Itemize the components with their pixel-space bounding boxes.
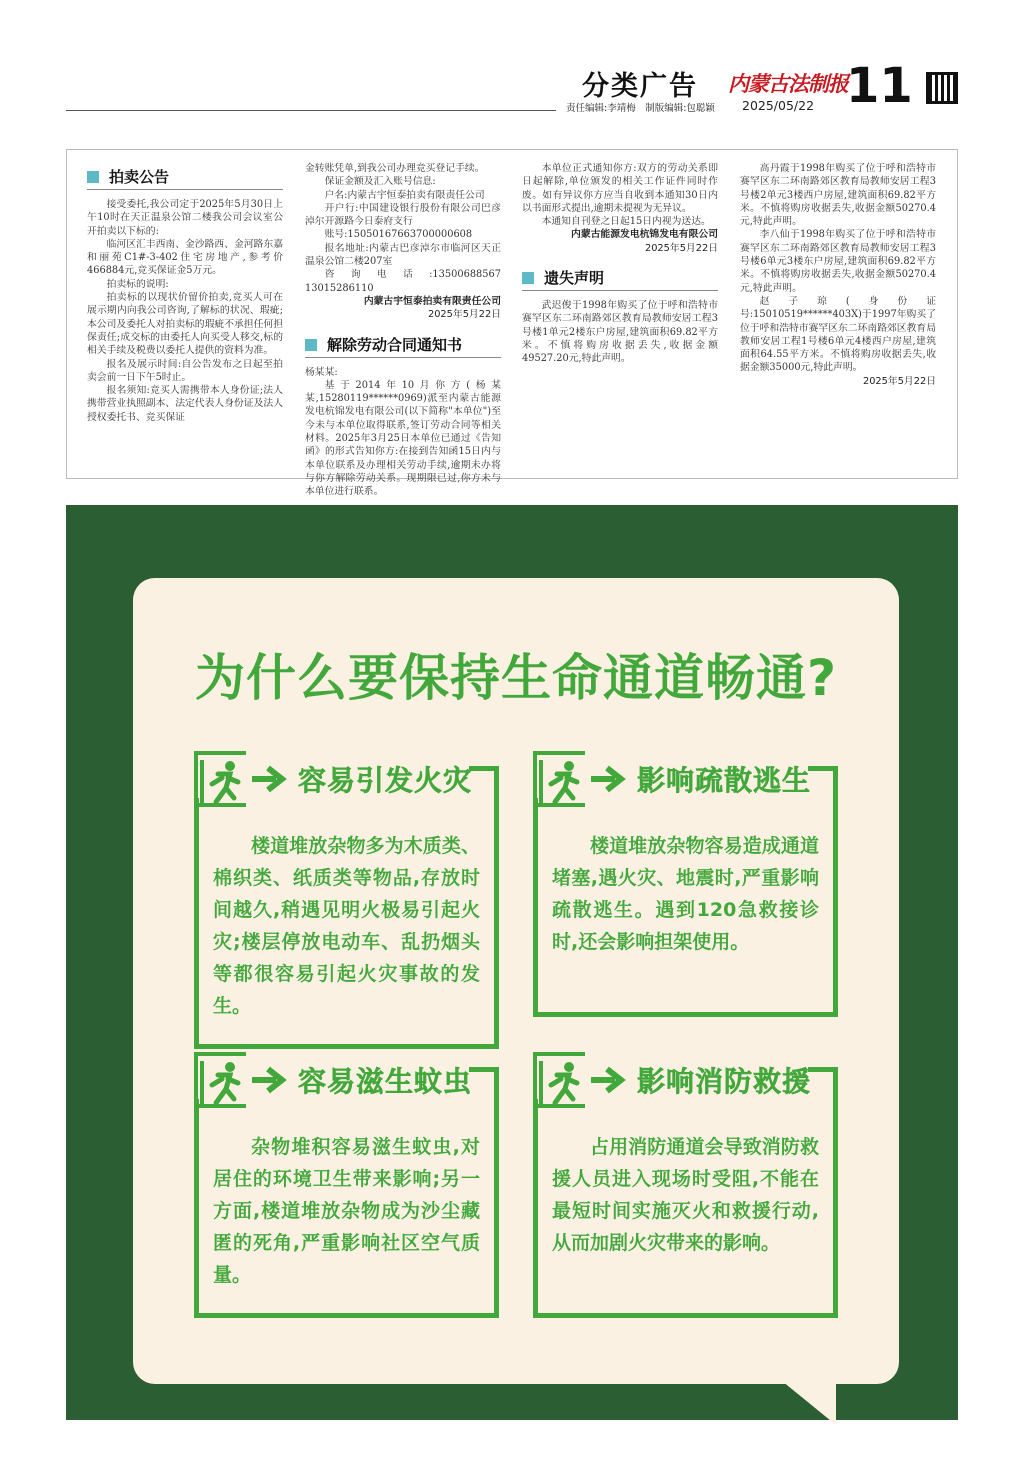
- frame-corner: [469, 766, 499, 818]
- emergency-exit-icon: [194, 751, 246, 807]
- card-body: 楼道堆放杂物容易造成通道堵塞,遇火灾、地震时,严重影响疏散逃生。遇到120急救接诊时,还会影响担架使用。: [552, 835, 819, 953]
- auction-p2: 临河区汇丰西南、金沙路西、金河路东嘉和丽苑C1#-3-402住宅房地产,参考价466884元,竞买保证金5万元。: [87, 238, 283, 277]
- frame-corner-left: [194, 1099, 199, 1119]
- termination-column: [522, 162, 718, 366]
- auction-p6: 报名须知:竞买人需携带本人身份证;法人携带营业执照副本、法定代表人身份证及法人授权委托书、竞买保证: [87, 385, 283, 423]
- auction-title: 拍卖公告: [109, 168, 170, 186]
- lost-date: 2025年5月22日: [862, 375, 936, 387]
- card-head: [194, 1050, 472, 1110]
- section-title: 分类广告: [582, 71, 698, 102]
- qr-code-icon: [926, 72, 958, 104]
- frame-corner-left: [533, 1099, 538, 1119]
- termination-heading: [305, 334, 501, 358]
- frame-corner: [808, 766, 838, 818]
- termination-title: 解除劳动合同通知书: [327, 335, 463, 354]
- arrow-right-icon: [250, 764, 290, 794]
- auction-p12: 报名地址:内蒙古巴彦淖尔市临河区天正温泉公馆二楼207室: [305, 242, 501, 268]
- card-head: [533, 749, 811, 809]
- lost-p1: 武迟俊于1998年购买了位于呼和浩特市赛罕区东二环南路郊区教育局教师安居工程3号楼1单元2楼东户房屋,建筑面积69.82平方米。不慎将购房收据丢失,收据金额49527.20元,特此声明。: [522, 300, 718, 365]
- auction-p5: 报名及展示时间:自公告发布之日起至拍卖会前一日下午5时止。: [87, 358, 283, 383]
- lost-title: 遗失声明: [544, 269, 605, 288]
- termination-p2: 本单位正式通知你方:双方的劳动关系即日起解除,单位颁发的相关工作证件同时作废。如有异议你方应当自收到本通知30日内以书面形式提出,逾期未提视为无异议。: [522, 163, 718, 214]
- card-frame: [533, 818, 838, 1017]
- termination-salute: 杨某某:: [305, 366, 338, 378]
- newspaper-logo: 内蒙古法制报: [728, 71, 848, 96]
- safety-poster: [66, 505, 958, 1420]
- square-bullet-icon: [305, 339, 317, 351]
- card-body: 杂物堆积容易滋生蚊虫,对居住的环境卫生带来影响;另一方面,楼道堆放杂物成为沙尘藏匿的死角,严重影响社区空气质量。: [213, 1136, 480, 1286]
- card-title: 容易滋生蚊虫: [298, 1065, 473, 1098]
- emergency-exit-icon: [533, 1052, 585, 1108]
- auction-p7: 金转账凭单,到我公司办理竞买登记手续。: [305, 163, 485, 174]
- auction-signature: 内蒙古宇恒泰拍卖有限责任公司: [363, 295, 501, 307]
- lost-p3: 李八仙于1998年购买了位于呼和浩特市赛罕区东二环南路郊区教育局教师安居工程3号楼6单元3楼东户房屋,建筑面积69.82平方米。不慎将购房收据丢失,收据金额50270.4元,特此声明。: [740, 229, 936, 294]
- auction-p11: 账号:15050167663700000608: [324, 229, 473, 241]
- auction-p3: 拍卖标的说明:: [106, 278, 169, 290]
- card-body: 占用消防通道会导致消防救援人员进入现场时受阻,不能在最短时间实施灭火和救援行动,从而加剧火灾带来的影响。: [552, 1136, 819, 1254]
- page-number: 11: [846, 58, 913, 114]
- issue-date: 2025/05/22: [742, 98, 815, 113]
- card-frame: [194, 1119, 499, 1318]
- arrow-right-icon: [589, 1065, 629, 1095]
- lost-heading: [522, 267, 718, 291]
- card-frame: [533, 1119, 838, 1318]
- card-body: 楼道堆放杂物多为木质类、棉织类、纸质类等物品,存放时间越久,稍遇见明火极易引起火灾;楼层停放电动车、乱扔烟头等都很容易引起火灾事故的发生。: [213, 835, 480, 1017]
- square-bullet-icon: [87, 171, 99, 183]
- editor-line: 责任编辑:李靖梅 制版编辑:包聪颖: [566, 103, 715, 114]
- frame-corner-left: [533, 798, 538, 818]
- frame-corner: [808, 1067, 838, 1119]
- auction-p9: 户名:内蒙古宇恒泰拍卖有限责任公司: [324, 189, 485, 201]
- lost-column: [740, 162, 936, 388]
- poster-title: 为什么要保持生命通道畅通?: [194, 649, 837, 707]
- arrow-right-icon: [250, 1065, 290, 1095]
- emergency-exit-icon: [194, 1052, 246, 1108]
- header-rule: [66, 110, 556, 111]
- card-frame: [194, 818, 499, 1049]
- auction-heading: [87, 166, 283, 190]
- auction-column-2: [305, 162, 511, 498]
- classified-ads-box: [66, 149, 958, 498]
- termination-p1: 基于2014年10月你方(杨某某,15280119******0969)派至内蒙古能源发电杭锦发电有限公司(以下简称"本单位")至今未与本单位取得联系,签订劳动合同等相关材料。2025年3月25日本单位已通过《告知函》的形式告知你方:在接到告知函15日内与本单位联系及办理相关劳动手续,逾期未办将与你方解除劳动关系。现期限已过,你方未与本单位进行联系。: [305, 379, 501, 498]
- auction-p1: 接受委托,我公司定于2025年5月30日上午10时在天正温泉公馆二楼我公司会议室公开拍卖以下标的:: [87, 199, 283, 237]
- emergency-exit-icon: [533, 751, 585, 807]
- auction-p4: 拍卖标的以现状价留价拍卖,竞买人可在展示期内向我公司咨询,了解标的状况、瑕疵;本公司及委托人对拍卖标的瑕疵不承担任何担保责任;成交标的由委托人向买受人移交,标的相关手续及税费以委托人提供的资料为准。: [87, 292, 283, 357]
- termination-p3: 本通知自刊登之日起15日内视为送达。: [541, 216, 711, 228]
- lost-p2: 高丹霞于1998年购买了位于呼和浩特市赛罕区东二环南路郊区教育局教师安居工程3号楼2单元3楼西户房屋,建筑面积69.82平方米。不慎将购房收据丢失,收据金额50270.4元,特此声明。: [740, 163, 936, 228]
- termination-signature: 内蒙古能源发电杭锦发电有限公司: [571, 229, 718, 241]
- card-title: 影响疏散逃生: [637, 764, 812, 797]
- card-head: [194, 749, 472, 809]
- frame-corner-left: [194, 798, 199, 818]
- auction-p8: 保证金额及汇入账号信息:: [324, 176, 436, 188]
- square-bullet-icon: [522, 272, 534, 284]
- lost-p4: 赵子琼(身份证号:15010519******403X)于1997年购买了位于呼和浩特市赛罕区东二环南路郊区教育局教师安居工程1号楼6单元4楼西户房屋,建筑面积64.55平方米。不慎将购房收据丢失,收据金额35000元,特此声明。: [740, 295, 936, 374]
- card-title: 容易引发火灾: [298, 764, 473, 797]
- termination-date: 2025年5月22日: [644, 242, 718, 254]
- frame-corner: [469, 1067, 499, 1119]
- arrow-right-icon: [589, 764, 629, 794]
- card-title: 影响消防救援: [637, 1065, 812, 1098]
- auction-p10: 开户行:中国建设银行股份有限公司巴彦淖尔开源路今日泰府支行: [305, 202, 501, 228]
- auction-column-1: [87, 162, 283, 424]
- auction-date: 2025年5月22日: [427, 309, 501, 321]
- card-head: [533, 1050, 811, 1110]
- speech-bubble-tail: [782, 1381, 836, 1425]
- auction-p13: 咨询电话:13500688567 13015286110: [305, 269, 511, 294]
